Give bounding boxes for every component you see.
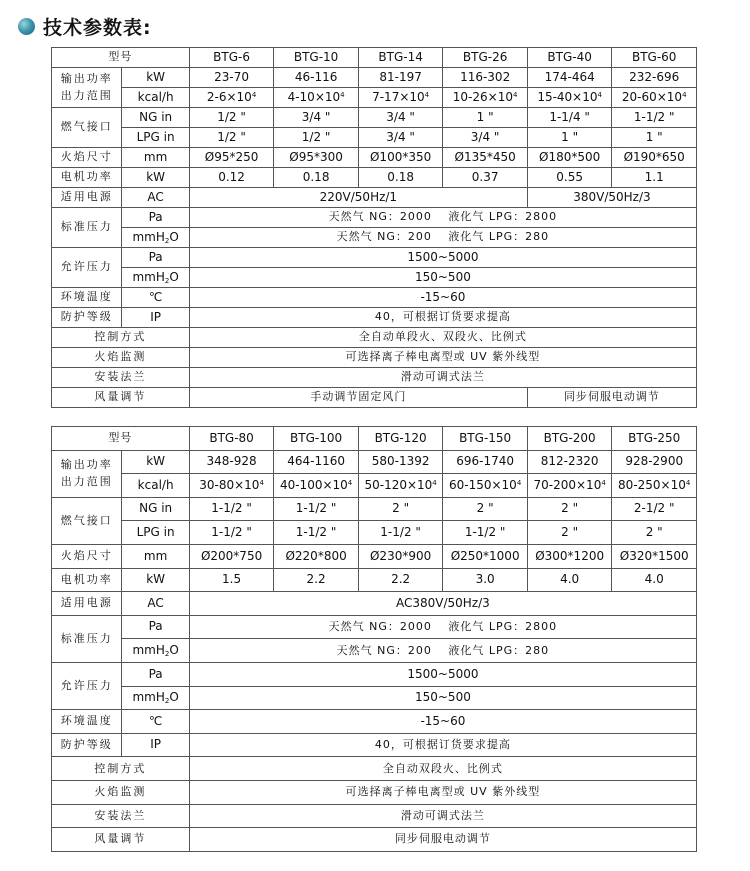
value-cell: 2 " xyxy=(443,497,528,521)
value-cell: 滑动可调式法兰 xyxy=(189,804,696,828)
value-cell: 1-1/2 " xyxy=(443,521,528,545)
value-cell xyxy=(443,474,528,498)
std-pressure-mm-row xyxy=(52,228,697,248)
model-cell: BTG-60 xyxy=(612,48,697,68)
std-pressure-label: 标准压力 xyxy=(52,208,122,248)
value-cell: 40，可根据订货要求提高 xyxy=(189,733,696,757)
value-cell: 2.2 xyxy=(358,568,443,592)
motor-row xyxy=(52,568,697,592)
model-cell: BTG-40 xyxy=(527,48,612,68)
kcal-exponent: 4 xyxy=(682,90,687,99)
env-temp-label: 环境温度 xyxy=(52,710,122,734)
value-cell: Ø300*1200 xyxy=(527,544,612,568)
value-cell: 天然气 NG：200 液化气 LPG：280 xyxy=(189,228,696,248)
value-cell: Ø200*750 xyxy=(189,544,274,568)
value-cell: 滑动可调式法兰 xyxy=(189,368,696,388)
std-pressure-mm-row xyxy=(52,639,697,663)
monitor-label: 火焰监测 xyxy=(52,348,190,368)
value-cell: 1-1/2 " xyxy=(189,497,274,521)
value-cell xyxy=(189,474,274,498)
value-cell: 2 " xyxy=(612,521,697,545)
value-cell: 4.0 xyxy=(612,568,697,592)
model-cell: BTG-200 xyxy=(527,427,612,451)
unit-cell: mm xyxy=(122,148,189,168)
value-cell: 1-1/2 " xyxy=(274,497,359,521)
value-cell: 3/4 " xyxy=(274,108,359,128)
value-cell: 380V/50Hz/3 xyxy=(527,188,696,208)
model-row xyxy=(52,427,697,451)
air-row xyxy=(52,828,697,852)
unit-subscript: 2 xyxy=(164,276,170,285)
value-cell: 天然气 NG：2000 液化气 LPG：2800 xyxy=(189,208,696,228)
value-cell: 1 " xyxy=(612,128,697,148)
unit-cell xyxy=(122,228,189,248)
gas-ng-row xyxy=(52,497,697,521)
value-cell: Ø230*900 xyxy=(358,544,443,568)
unit-cell xyxy=(122,268,189,288)
value-cell: 1/2 " xyxy=(189,108,274,128)
value-cell: 3/4 " xyxy=(358,108,443,128)
value-cell xyxy=(274,474,359,498)
value-cell: 1500~5000 xyxy=(189,662,696,686)
value-cell: Ø250*1000 xyxy=(443,544,528,568)
value-cell: 81-197 xyxy=(358,68,443,88)
power-kcal-row xyxy=(52,88,697,108)
std-pressure-pa-row xyxy=(52,615,697,639)
value-cell: 1/2 " xyxy=(189,128,274,148)
kcal-exponent: 4 xyxy=(516,478,522,487)
value-cell: 2.2 xyxy=(274,568,359,592)
value-cell: 1.5 xyxy=(189,568,274,592)
unit-text: O xyxy=(169,229,179,244)
value-cell: 1/2 " xyxy=(274,128,359,148)
power-kw-row xyxy=(52,68,697,88)
value-cell: 1-1/2 " xyxy=(612,108,697,128)
kcal-value: 30-80×10 xyxy=(199,477,260,492)
monitor-row xyxy=(52,780,697,804)
value-cell: -15~60 xyxy=(189,288,696,308)
value-cell: 0.18 xyxy=(274,168,359,188)
value-cell: Ø320*1500 xyxy=(612,544,697,568)
unit-cell: kcal/h xyxy=(122,474,189,498)
unit-cell: LPG in xyxy=(122,521,189,545)
value-cell: 2 " xyxy=(527,497,612,521)
protection-label: 防护等级 xyxy=(52,733,122,757)
value-cell: 1-1/2 " xyxy=(358,521,443,545)
monitor-label: 火焰监测 xyxy=(52,780,190,804)
kcal-exponent: 4 xyxy=(259,478,264,487)
flame-row xyxy=(52,148,697,168)
unit-text: mmH xyxy=(132,690,165,705)
allow-pressure-pa-row xyxy=(52,662,697,686)
value-cell: 2 " xyxy=(358,497,443,521)
unit-cell: ℃ xyxy=(122,710,189,734)
value-cell: 3/4 " xyxy=(443,128,528,148)
value-cell: 928-2900 xyxy=(612,450,697,474)
unit-cell: ℃ xyxy=(122,288,189,308)
env-temp-row xyxy=(52,288,697,308)
kcal-value: 50-120×10 xyxy=(364,477,433,492)
flange-row xyxy=(52,368,697,388)
model-cell: BTG-120 xyxy=(358,427,443,451)
model-cell: BTG-100 xyxy=(274,427,359,451)
value-cell: 2-1/2 " xyxy=(612,497,697,521)
value-cell: 348-928 xyxy=(189,450,274,474)
power-label: 输出功率 出力范围 xyxy=(52,68,122,108)
kcal-value: 2-6×10 xyxy=(206,89,252,104)
value-cell: 696-1740 xyxy=(443,450,528,474)
protection-label: 防护等级 xyxy=(52,308,122,328)
model-cell: BTG-6 xyxy=(189,48,274,68)
flange-row xyxy=(52,804,697,828)
kcal-exponent: 4 xyxy=(340,90,345,99)
value-cell: 全自动单段火、双段火、比例式 xyxy=(189,328,696,348)
supply-label: 适用电源 xyxy=(52,188,122,208)
unit-cell: NG in xyxy=(122,497,189,521)
protection-row xyxy=(52,733,697,757)
env-temp-label: 环境温度 xyxy=(52,288,122,308)
value-cell: 150~500 xyxy=(189,268,696,288)
unit-cell: IP xyxy=(122,733,189,757)
spec-table-1 xyxy=(51,47,697,408)
unit-subscript: 2 xyxy=(164,236,170,245)
value-cell: 1.1 xyxy=(612,168,697,188)
value-cell: 464-1160 xyxy=(274,450,359,474)
model-cell: BTG-10 xyxy=(274,48,359,68)
value-cell: 3/4 " xyxy=(358,128,443,148)
value-cell: 手动调节固定风门 xyxy=(189,388,527,408)
value-cell: Ø95*300 xyxy=(274,148,359,168)
unit-cell: kW xyxy=(122,168,189,188)
value-cell: 1-1/2 " xyxy=(274,521,359,545)
value-cell: 天然气 NG：200 液化气 LPG：280 xyxy=(189,639,696,663)
value-cell: 天然气 NG：2000 液化气 LPG：2800 xyxy=(189,615,696,639)
kcal-value: 20-60×10 xyxy=(621,89,683,104)
unit-cell: Pa xyxy=(122,208,189,228)
monitor-row xyxy=(52,348,697,368)
kcal-exponent: 4 xyxy=(513,90,518,99)
value-cell: 150~500 xyxy=(189,686,696,710)
unit-cell: LPG in xyxy=(122,128,189,148)
value-cell: 0.12 xyxy=(189,168,274,188)
kcal-exponent: 4 xyxy=(251,90,257,99)
value-cell xyxy=(189,88,274,108)
value-cell: -15~60 xyxy=(189,710,696,734)
kcal-exponent: 4 xyxy=(424,90,430,99)
kcal-value: 40-100×10 xyxy=(279,477,348,492)
value-cell: 220V/50Hz/1 xyxy=(189,188,527,208)
kcal-value: 4-10×10 xyxy=(287,89,341,104)
model-cell: BTG-150 xyxy=(443,427,528,451)
flame-label: 火焰尺寸 xyxy=(52,544,122,568)
unit-cell: AC xyxy=(122,188,189,208)
unit-text: O xyxy=(169,269,179,284)
value-cell: 可选择离子棒电离型或 UV 紫外线型 xyxy=(189,348,696,368)
value-cell: Ø180*500 xyxy=(527,148,612,168)
flame-row xyxy=(52,544,697,568)
gas-label: 燃气接口 xyxy=(52,497,122,544)
value-cell: 116-302 xyxy=(443,68,528,88)
gas-lpg-row xyxy=(52,521,697,545)
kcal-value: 80-250×10 xyxy=(618,477,686,492)
value-cell xyxy=(274,88,359,108)
power-kcal-row xyxy=(52,474,697,498)
motor-row xyxy=(52,168,697,188)
value-cell: 1500~5000 xyxy=(189,248,696,268)
value-cell: 0.55 xyxy=(527,168,612,188)
unit-cell xyxy=(122,686,189,710)
power-label: 输出功率 出力范围 xyxy=(52,450,122,497)
value-cell: 46-116 xyxy=(274,68,359,88)
unit-subscript: 2 xyxy=(164,650,170,659)
bullet-icon xyxy=(18,18,35,35)
power-kw-row xyxy=(52,450,697,474)
allow-pressure-mm-row xyxy=(52,686,697,710)
value-cell: 812-2320 xyxy=(527,450,612,474)
control-label: 控制方式 xyxy=(52,757,190,781)
gas-ng-row xyxy=(52,108,697,128)
motor-label: 电机功率 xyxy=(52,168,122,188)
value-cell: 1-1/2 " xyxy=(189,521,274,545)
unit-text: O xyxy=(169,643,179,658)
kcal-value: 7-17×10 xyxy=(372,89,425,104)
kcal-exponent: 4 xyxy=(685,478,691,487)
value-cell: Ø100*350 xyxy=(358,148,443,168)
value-cell: 174-464 xyxy=(527,68,612,88)
protection-row xyxy=(52,308,697,328)
kcal-value: 60-150×10 xyxy=(448,477,517,492)
unit-text: mmH xyxy=(132,643,165,658)
supply-label: 适用电源 xyxy=(52,592,122,616)
kcal-value: 10-26×10 xyxy=(452,89,513,104)
unit-cell: AC xyxy=(122,592,189,616)
value-cell: Ø190*650 xyxy=(612,148,697,168)
value-cell: AC380V/50Hz/3 xyxy=(189,592,696,616)
value-cell: 23-70 xyxy=(189,68,274,88)
value-cell: 1 " xyxy=(443,108,528,128)
std-pressure-pa-row xyxy=(52,208,697,228)
unit-cell: Pa xyxy=(122,662,189,686)
value-cell: 同步伺服电动调节 xyxy=(527,388,696,408)
value-cell xyxy=(527,474,612,498)
unit-subscript: 2 xyxy=(164,697,170,706)
air-label: 风量调节 xyxy=(52,828,190,852)
unit-cell: kW xyxy=(122,68,189,88)
kcal-exponent: 4 xyxy=(601,478,606,487)
kcal-exponent: 4 xyxy=(432,478,437,487)
value-cell xyxy=(358,474,443,498)
value-cell xyxy=(358,88,443,108)
value-cell xyxy=(612,474,697,498)
allow-pressure-pa-row xyxy=(52,248,697,268)
allow-pressure-label: 允许压力 xyxy=(52,248,122,288)
value-cell: 1 " xyxy=(527,128,612,148)
model-row xyxy=(52,48,697,68)
unit-text: O xyxy=(169,690,179,705)
unit-cell: kW xyxy=(122,568,189,592)
kcal-exponent: 4 xyxy=(597,90,602,99)
unit-cell: Pa xyxy=(122,248,189,268)
std-pressure-label: 标准压力 xyxy=(52,615,122,662)
spec-table-2 xyxy=(51,426,697,852)
supply-row xyxy=(52,188,697,208)
page-header xyxy=(18,12,152,40)
env-temp-row xyxy=(52,710,697,734)
kcal-exponent: 4 xyxy=(347,478,353,487)
value-cell: 580-1392 xyxy=(358,450,443,474)
model-cell: BTG-250 xyxy=(612,427,697,451)
value-cell: Ø220*800 xyxy=(274,544,359,568)
page-title: 技术参数表: xyxy=(43,16,152,39)
supply-row xyxy=(52,592,697,616)
control-row xyxy=(52,328,697,348)
gas-lpg-row xyxy=(52,128,697,148)
model-cell: BTG-80 xyxy=(189,427,274,451)
value-cell: 全自动双段火、比例式 xyxy=(189,757,696,781)
value-cell: 3.0 xyxy=(443,568,528,592)
model-header-label: 型号 xyxy=(52,427,190,451)
value-cell: 同步伺服电动调节 xyxy=(189,828,696,852)
air-row xyxy=(52,388,697,408)
kcal-value: 70-200×10 xyxy=(533,477,602,492)
unit-cell: kcal/h xyxy=(122,88,189,108)
value-cell xyxy=(612,88,697,108)
value-cell: 1-1/4 " xyxy=(527,108,612,128)
allow-pressure-mm-row xyxy=(52,268,697,288)
value-cell: 2 " xyxy=(527,521,612,545)
unit-text: mmH xyxy=(132,269,165,284)
unit-cell: NG in xyxy=(122,108,189,128)
allow-pressure-label: 允许压力 xyxy=(52,662,122,709)
value-cell: Ø135*450 xyxy=(443,148,528,168)
value-cell: Ø95*250 xyxy=(189,148,274,168)
gas-label: 燃气接口 xyxy=(52,108,122,148)
value-cell: 0.37 xyxy=(443,168,528,188)
unit-cell: mm xyxy=(122,544,189,568)
air-label: 风量调节 xyxy=(52,388,190,408)
model-header-label: 型号 xyxy=(52,48,190,68)
unit-cell: Pa xyxy=(122,615,189,639)
value-cell: 4.0 xyxy=(527,568,612,592)
unit-cell: IP xyxy=(122,308,189,328)
control-row xyxy=(52,757,697,781)
unit-cell: kW xyxy=(122,450,189,474)
value-cell xyxy=(527,88,612,108)
model-cell: BTG-14 xyxy=(358,48,443,68)
unit-text: mmH xyxy=(132,229,165,244)
value-cell: 可选择离子棒电离型或 UV 紫外线型 xyxy=(189,780,696,804)
motor-label: 电机功率 xyxy=(52,568,122,592)
kcal-value: 15-40×10 xyxy=(537,89,598,104)
unit-cell xyxy=(122,639,189,663)
value-cell: 0.18 xyxy=(358,168,443,188)
control-label: 控制方式 xyxy=(52,328,190,348)
flange-label: 安装法兰 xyxy=(52,368,190,388)
flame-label: 火焰尺寸 xyxy=(52,148,122,168)
flange-label: 安装法兰 xyxy=(52,804,190,828)
model-cell: BTG-26 xyxy=(443,48,528,68)
value-cell xyxy=(443,88,528,108)
value-cell: 232-696 xyxy=(612,68,697,88)
value-cell: 40，可根据订货要求提高 xyxy=(189,308,696,328)
